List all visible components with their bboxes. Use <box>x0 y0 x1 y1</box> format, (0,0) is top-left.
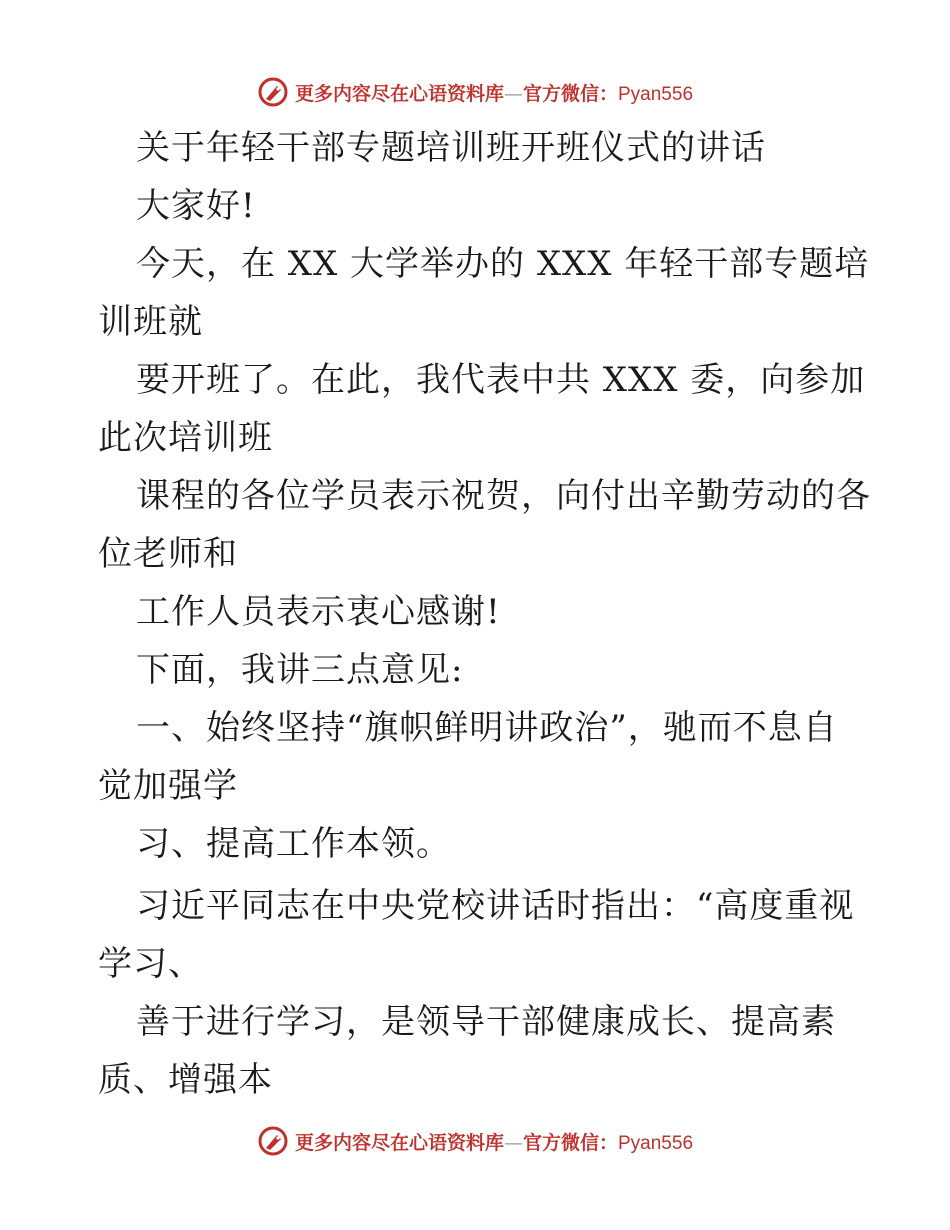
footer-wechat-text: 官方微信： <box>522 1131 618 1154</box>
document-line: 大家好! <box>136 186 256 226</box>
pen-nib-circle-logo-icon <box>257 1125 289 1157</box>
header-handle: Pyan556 <box>618 83 694 105</box>
document-line: 课程的各位学员表示祝贺，向付出辛勤劳动的各 <box>136 476 871 516</box>
document-line: 习近平同志在中央党校讲话时指出：“高度重视 <box>136 886 855 926</box>
header-separator: — <box>503 82 523 105</box>
document-line: 善于进行学习，是领导干部健康成长、提高素 <box>136 1002 836 1042</box>
document-title: 关于年轻干部专题培训班开班仪式的讲话 <box>136 128 766 168</box>
document-line: 下面，我讲三点意见: <box>136 650 464 690</box>
header-banner <box>0 72 950 112</box>
footer-site-text: 更多内容尽在心语资料库 <box>294 1131 504 1154</box>
footer-separator: — <box>503 1131 523 1154</box>
document-line: 觉加强学 <box>98 766 238 806</box>
pen-nib-circle-logo-icon <box>257 76 289 108</box>
footer-banner-text <box>295 1128 693 1155</box>
document-line: 今天，在 XX 大学举办的 XXX 年轻干部专题培 <box>136 244 870 284</box>
header-wechat-text: 官方微信： <box>522 82 618 105</box>
header-site-text: 更多内容尽在心语资料库 <box>294 82 504 105</box>
document-line: 要开班了。在此，我代表中共 XXX 委，向参加 <box>136 360 866 400</box>
document-line: 训班就 <box>98 302 203 342</box>
footer-handle: Pyan556 <box>618 1132 694 1154</box>
footer-banner <box>0 1121 950 1161</box>
document-line: 质、增强本 <box>98 1060 273 1100</box>
header-banner-text <box>295 79 693 106</box>
document-line: 学习、 <box>98 944 203 984</box>
document-line: 此次培训班 <box>98 418 273 458</box>
document-line: 一、始终坚持“旗帜鲜明讲政治”，驰而不息自 <box>136 708 838 748</box>
document-line: 习、提高工作本领。 <box>136 824 451 864</box>
document-line: 位老师和 <box>98 534 238 574</box>
document-line: 工作人员表示衷心感谢! <box>136 592 501 632</box>
